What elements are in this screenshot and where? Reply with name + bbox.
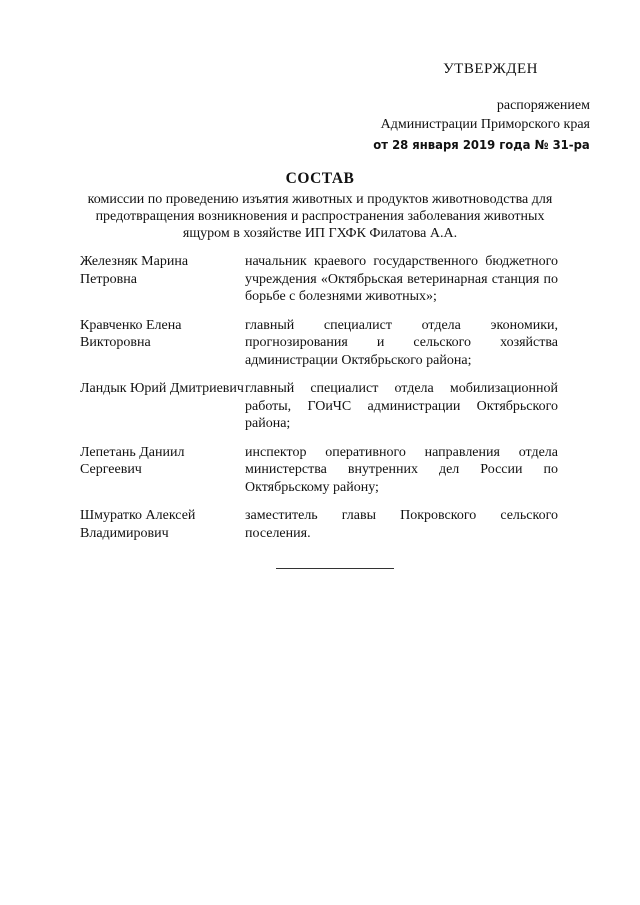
approval-block [357, 60, 590, 154]
title-block [78, 170, 562, 242]
document-subtitle: комиссии по проведению изъятия животных и продуктов животноводства для предотвращения возникновения и распространения заболевания животных ящуром в хозяйстве ИП ГХФК Филатова А.А. [87, 192, 553, 241]
member-role: главный специалист отдела мобилизационной работы, ГОиЧС администрации Октябрьского района; [245, 381, 558, 431]
order-line-1: распоряжением [496, 98, 590, 113]
member-row [80, 317, 560, 370]
member-name: Ландык Юрий Дмитриевич [80, 381, 244, 396]
member-name: Кравченко Елена Викторовна [80, 317, 182, 350]
member-row [80, 380, 560, 433]
member-name: Шмуратко Алексей Владимирович [80, 508, 196, 541]
member-row [80, 253, 560, 306]
order-date-stamp: от 28 января 2019 года № 31-ра [373, 137, 590, 152]
member-role: заместитель главы Покровского сельского поселения. [245, 508, 558, 541]
member-name: Лепетань Даниил Сергеевич [80, 444, 185, 477]
end-divider [276, 568, 394, 569]
member-name: Железняк Марина Петровна [80, 254, 189, 287]
member-role: инспектор оперативного направления отдела министерства внутренних дел России по Октябрьскому району; [245, 444, 558, 495]
order-line-2: Администрации Приморского края [380, 117, 590, 132]
member-row [80, 507, 560, 542]
members-list [80, 253, 560, 553]
member-role: главный специалист отдела экономики, прогнозирования и сельского хозяйства администрации Октябрьского района; [245, 317, 558, 368]
member-row [80, 444, 560, 497]
member-role: начальник краевого государственного бюджетного учреждения «Октябрьская ветеринарная станция по борьбе с болезнями животных»; [245, 254, 558, 304]
document-heading: СОСТАВ [285, 170, 355, 187]
approved-label: УТВЕРЖДЕН [443, 61, 538, 77]
